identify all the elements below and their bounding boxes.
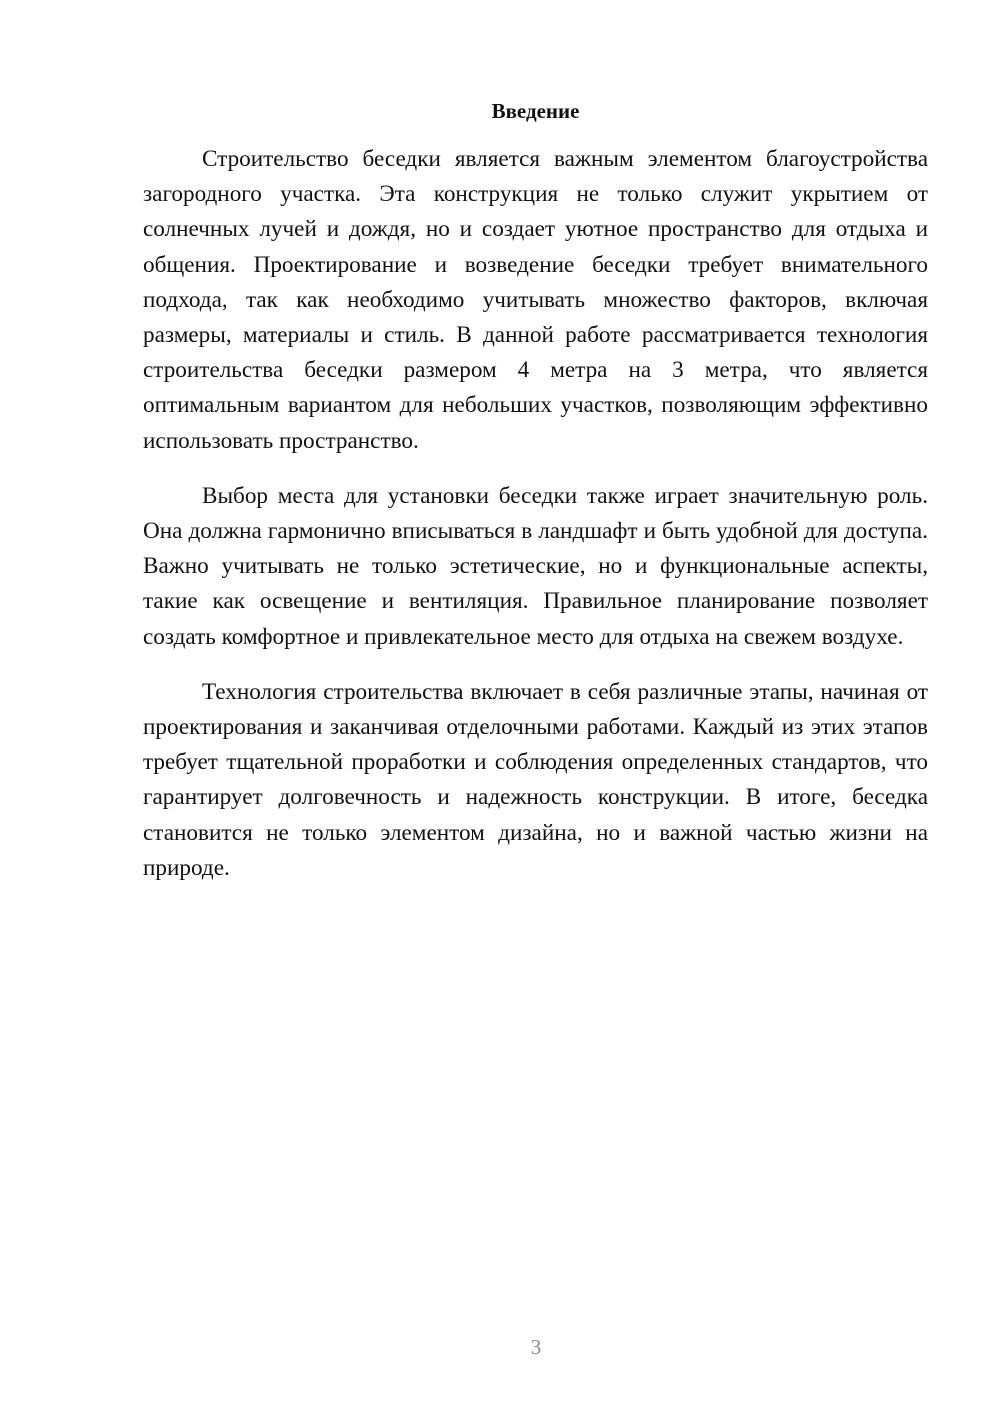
paragraph-3: Технология строительства включает в себя различные этапы, начиная от проектирования и заканчивая отделочными работами. Каждый из этих этапов требует тщательной проработки и соблюдения определенных стандартов, что гарантирует долговечность и надежность конструкции. В итоге, беседка становится не только элементом дизайна, но и важной частью жизни на природе. <box>143 678 928 881</box>
paragraph-1: Строительство беседки является важным элементом благоустройства загородного участка. Эта конструкция не только служит укрытием от солнечных лучей и дождя, но и создает уютное пространство для отдыха и общения. Проектирование и возведение беседки требует внимательного подхода, так как необходимо учитывать множество факторов, включая размеры, материалы и стиль. В данной работе рассматривается технология строительства беседки размером 4 метра на 3 метра, что является оптимальным вариантом для небольших участков, позволяющим эффективно использовать пространство. <box>143 146 928 454</box>
page-number: 3 <box>530 1335 542 1359</box>
paragraph-2: Выбор места для установки беседки также играет значительную роль. Она должна гармонично вписываться в ландшафт и быть удобной для доступа. Важно учитывать не только эстетические, но и функциональные аспекты, такие как освещение и вентиляция. Правильное планирование позволяет создать комфортное и привлекательное место для отдыха на свежем воздухе. <box>143 482 928 650</box>
document-body <box>143 142 928 906</box>
section-title: Введение <box>491 99 580 123</box>
